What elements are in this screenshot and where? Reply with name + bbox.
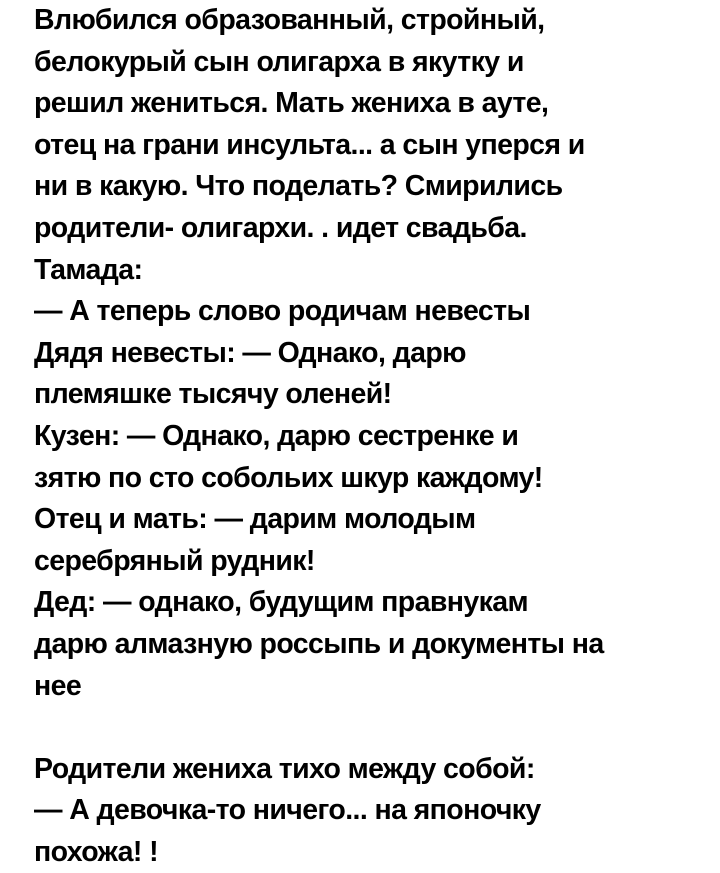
joke-line-20: похожа! !: [34, 835, 158, 868]
paragraph-gap: [34, 707, 714, 749]
joke-line-13: Отец и мать: — дарим молодым: [34, 503, 476, 536]
joke-line-9: Дядя невесты: — Однако, дарю: [34, 336, 466, 369]
joke-line-7: Тамада:: [34, 253, 143, 286]
joke-line-1: Влюбился образованный, стройный,: [34, 4, 545, 36]
joke-line-4: отец на грани инсульта... а сын уперся и: [34, 128, 585, 161]
joke-line-19: — А девочка-то ничего... на японочку: [34, 794, 541, 827]
joke-line-10: племяшке тысячу оленей!: [34, 378, 392, 411]
joke-line-12: зятю по сто собольих шкур каждому!: [34, 461, 543, 494]
joke-line-14: серебряный рудник!: [34, 544, 315, 577]
joke-line-18: Родители жениха тихо между собой:: [34, 752, 535, 785]
joke-line-3: решил жениться. Мать жениха в ауте,: [34, 87, 549, 120]
joke-line-5: ни в какую. Что поделать? Смирились: [34, 170, 563, 203]
joke-line-8: — А теперь слово родичам невесты: [34, 295, 531, 328]
joke-line-17: нее: [34, 669, 82, 702]
joke-line-11: Кузен: — Однако, дарю сестренке и: [34, 419, 519, 452]
joke-line-15: Дед: — однако, будущим правнукам: [34, 586, 529, 619]
joke-line-16: дарю алмазную россыпь и документы на: [34, 627, 604, 660]
joke-text: [34, 0, 714, 873]
joke-line-2: белокурый сын олигарха в якутку и: [34, 45, 524, 78]
joke-line-6: родители- олигархи. . идет свадьба.: [34, 211, 527, 244]
